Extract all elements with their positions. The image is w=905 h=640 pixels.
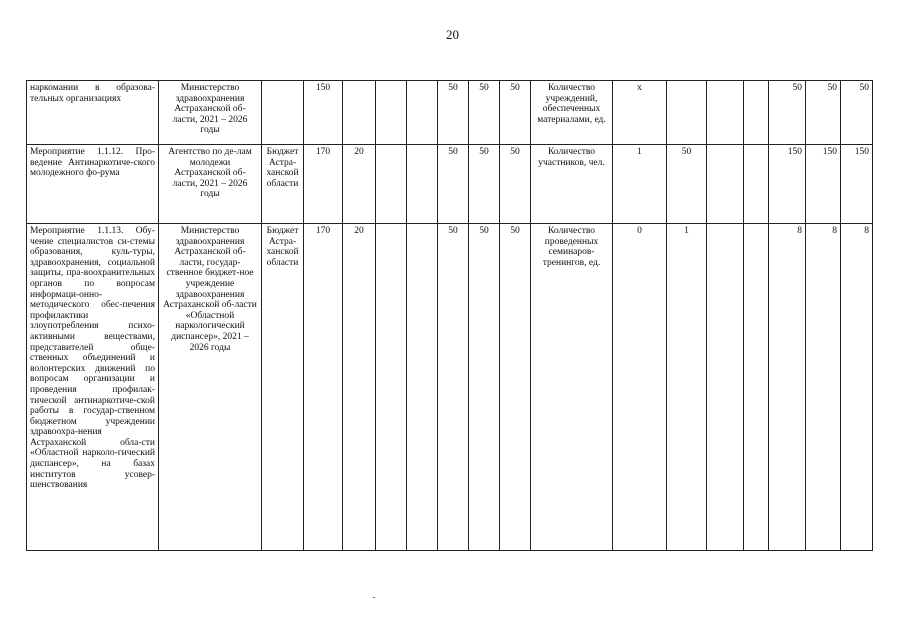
funding-value-cell (376, 145, 407, 224)
funding-value-cell (407, 81, 438, 145)
page-number: 20 (446, 27, 459, 42)
indicator-value-cell: 50 (841, 81, 873, 145)
funding-value-cell: 170 (304, 145, 343, 224)
indicator-cell: Количество учреждений, обеспеченных материалами, ед. (531, 81, 613, 145)
indicator-value-cell: х (613, 81, 667, 145)
funding-value-cell (407, 224, 438, 551)
funding-value-cell: 150 (304, 81, 343, 145)
indicator-value-cell: 150 (769, 145, 806, 224)
funding-source-cell: Бюджет Астра-ханской области (262, 224, 304, 551)
funding-value-cell (343, 81, 376, 145)
table-row (27, 81, 873, 145)
indicator-value-cell (707, 81, 744, 145)
event-cell: наркомании в образова-тельных организациях (27, 81, 159, 145)
scan-speck (373, 597, 375, 598)
funding-value-cell: 50 (500, 81, 531, 145)
indicator-value-cell: 1 (613, 145, 667, 224)
program-activities-table (26, 80, 873, 551)
funding-value-cell: 170 (304, 224, 343, 551)
executor-cell: Министерство здравоохранения Астраханской об-ласти, государ-ственное бюджет-ное учреждение здравоохранения Астраханской об-ласти «Областной наркологический диспансер», 2021 – 2026 годы (159, 224, 262, 551)
funding-value-cell: 20 (343, 224, 376, 551)
indicator-value-cell (744, 145, 769, 224)
funding-value-cell: 50 (469, 145, 500, 224)
executor-cell: Агентство по де-лам молодежи Астраханской об-ласти, 2021 – 2026 годы (159, 145, 262, 224)
indicator-cell: Количество участников, чел. (531, 145, 613, 224)
indicator-value-cell: 1 (667, 224, 707, 551)
funding-value-cell: 50 (469, 81, 500, 145)
indicator-value-cell: 50 (667, 145, 707, 224)
funding-value-cell (407, 145, 438, 224)
indicator-value-cell: 50 (769, 81, 806, 145)
event-cell: Мероприятие 1.1.12. Про-ведение Антинаркотиче-ского молодежного фо-рума (27, 145, 159, 224)
indicator-value-cell (707, 145, 744, 224)
funding-value-cell: 50 (438, 81, 469, 145)
indicator-value-cell: 150 (806, 145, 841, 224)
indicator-value-cell (707, 224, 744, 551)
funding-value-cell: 50 (500, 224, 531, 551)
indicator-value-cell: 0 (613, 224, 667, 551)
funding-value-cell: 50 (438, 145, 469, 224)
indicator-value-cell: 150 (841, 145, 873, 224)
indicator-value-cell: 8 (769, 224, 806, 551)
funding-value-cell: 50 (500, 145, 531, 224)
table-row (27, 224, 873, 551)
funding-value-cell (376, 224, 407, 551)
funding-source-cell: Бюджет Астра-ханской области (262, 145, 304, 224)
event-cell: Мероприятие 1.1.13. Обу-чение специалистов си-стемы образования, куль-туры, здравоохранения, социальной защиты, пра-воохранительных органов по вопросам информаци-онно-методического обес-печения профилактики злоупотребления психо-активными веществами, представителей обще-ственных объединений и волонтерских движений по вопросам организации и проведения профилак-тической антинаркотиче-ской работы в государ-ственном бюджетном учреждении здравоохра-нения Астраханской обла-сти «Областной нарколо-гический диспансер», на базах институтов усовер-шенствования (27, 224, 159, 551)
indicator-value-cell (744, 224, 769, 551)
indicator-value-cell (744, 81, 769, 145)
indicator-cell: Количество проведенных семинаров-тренингов, ед. (531, 224, 613, 551)
funding-source-cell (262, 81, 304, 145)
indicator-value-cell: 50 (806, 81, 841, 145)
funding-value-cell: 50 (438, 224, 469, 551)
indicator-value-cell (667, 81, 707, 145)
executor-cell: Министерство здравоохранения Астраханской об-ласти, 2021 – 2026 годы (159, 81, 262, 145)
funding-value-cell: 20 (343, 145, 376, 224)
table-row (27, 145, 873, 224)
funding-value-cell (376, 81, 407, 145)
indicator-value-cell: 8 (841, 224, 873, 551)
funding-value-cell: 50 (469, 224, 500, 551)
indicator-value-cell: 8 (806, 224, 841, 551)
